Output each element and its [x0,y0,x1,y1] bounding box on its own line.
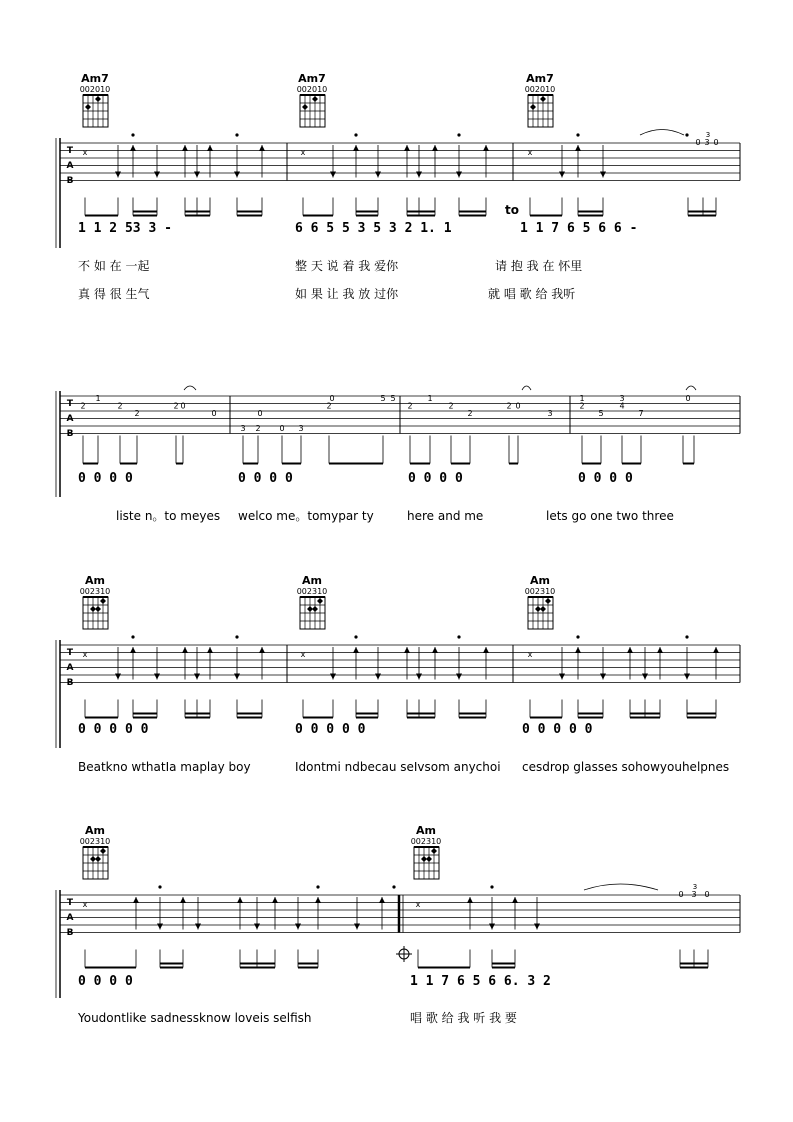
coda-marker: to [505,203,519,217]
strum-arrow-icon [353,647,359,653]
chord-finger-dot [307,606,313,612]
chord-fingering: 002310 [79,587,111,596]
tab-clef-t: T [66,398,74,409]
tab-clef-b: B [66,677,74,688]
fret-number: 3 [298,424,304,433]
fret-number: 2 [173,401,179,411]
lyric-line: cesdrop glasses sohowyouhelpnes [522,760,730,774]
accent-dot [235,133,238,136]
lyric-line: Beatkno wthatIa maplay boy [78,760,251,774]
strum-arrow-icon [182,647,188,653]
strum-arrow-icon [130,647,136,653]
numbered-notation: 0 0 0 0 0 [295,722,366,737]
chord-name: Am [85,824,105,837]
fret-number: 0 [211,409,217,418]
strum-arrow-icon [416,674,422,680]
strum-arrow-icon [207,145,213,151]
numbered-notation: 0 0 0 0 0 [522,722,593,737]
fret-number: 1 [95,394,101,403]
strum-arrow-icon [379,897,385,903]
fret-number: 2 [579,401,585,411]
numbered-notation: 0 0 0 0 [408,471,463,486]
tab-clef-b: B [66,175,74,186]
fret-number: 1 [427,394,433,403]
fret-number: 0 [180,401,186,411]
fret-number: 3 [691,890,697,899]
strum-arrow-icon [600,674,606,680]
accent-dot [131,635,134,638]
lyric-line: 就 唱 歌 给 我听 [488,287,576,301]
fret-number: 2 [134,409,140,418]
chord-fingering: 002010 [296,85,328,94]
fret-number: 5 [390,394,396,403]
strum-arrow-icon [559,674,565,680]
strum-arrow-icon [642,674,648,680]
fret-number: 0 [685,394,691,403]
fret-number: 3 [547,409,553,418]
fret-number: 2 [467,409,473,418]
strum-arrow-icon [404,647,410,653]
fret-number: 0 [704,890,710,899]
chord-name: Am [530,574,550,587]
tie-arc [584,884,658,890]
strum-arrow-icon [157,924,163,930]
strum-arrow-icon [456,172,462,178]
chord-name: Am7 [298,72,326,85]
chord-fingering: 002310 [524,587,556,596]
accent-dot [457,635,460,638]
strum-arrow-icon [237,897,243,903]
fret-number: 3 [240,424,246,433]
mute-mark: x [82,900,88,909]
chord-finger-dot [312,96,318,102]
accent-dot [158,885,161,888]
strum-arrow-icon [483,647,489,653]
triplet-mark: 3 [705,131,711,139]
chord-finger-dot [85,104,91,110]
accent-dot [354,133,357,136]
tab-clef-a: A [66,662,74,673]
lyric-line: liste n。to meyes [116,509,221,523]
strum-arrow-icon [483,145,489,151]
mute-mark: x [300,650,306,659]
fret-number: 7 [638,409,644,418]
mute-mark: x [527,148,533,157]
chord-fingering: 002010 [524,85,556,94]
accent-dot [490,885,493,888]
chord-fingering: 002310 [79,837,111,846]
strum-arrow-icon [154,674,160,680]
strum-arrow-icon [575,647,581,653]
fret-number: 3 [619,394,625,403]
chord-name: Am [302,574,322,587]
lyric-line: 唱 歌 给 我 听 我 要 [410,1011,517,1025]
strum-arrow-icon [182,145,188,151]
fret-number: 2 [255,424,261,433]
fret-number: 0 [695,138,701,147]
accent-dot [576,635,579,638]
accent-dot [576,133,579,136]
accent-dot [235,635,238,638]
strum-arrow-icon [456,674,462,680]
lyric-line: here and me [407,509,484,523]
fret-number: 0 [257,409,263,418]
tab-clef-t: T [66,647,74,658]
tab-clef-t: T [66,897,74,908]
strum-arrow-icon [330,172,336,178]
numbered-notation: 0 0 0 0 0 [78,722,149,737]
chord-finger-dot [100,848,106,854]
strum-arrow-icon [353,145,359,151]
strum-arrow-icon [512,897,518,903]
strum-arrow-icon [130,145,136,151]
fret-number: 5 [598,409,604,418]
chord-finger-dot [431,848,437,854]
strum-arrow-icon [259,647,265,653]
strum-arrow-icon [115,674,121,680]
strum-arrow-icon [657,647,663,653]
strum-arrow-icon [195,924,201,930]
accent-dot [457,133,460,136]
chord-name: Am [85,574,105,587]
chord-finger-dot [535,606,541,612]
strum-arrow-icon [272,897,278,903]
tie-arc [184,386,196,390]
strum-arrow-icon [467,897,473,903]
strum-arrow-icon [559,172,565,178]
strum-arrow-icon [234,674,240,680]
strum-arrow-icon [315,897,321,903]
chord-finger-dot [100,598,106,604]
strum-arrow-icon [534,924,540,930]
strum-arrow-icon [432,647,438,653]
strum-arrow-icon [713,647,719,653]
strum-arrow-icon [684,674,690,680]
fret-number: 2 [506,401,512,411]
tie-arc [522,386,531,390]
accent-dot [685,133,688,136]
strum-arrow-icon [259,145,265,151]
chord-fingering: 002010 [79,85,111,94]
accent-dot [392,885,395,888]
strum-arrow-icon [194,172,200,178]
lyric-line: 如 果 让 我 放 过你 [295,287,399,301]
strum-arrow-icon [416,172,422,178]
numbered-notation: 0 0 0 0 [238,471,293,486]
lyric-line: Idontmi ndbecau seIvsom anychoi [295,760,501,774]
lyric-line: 整 天 说 着 我 爱你 [295,259,399,273]
strum-arrow-icon [234,172,240,178]
fret-number: 2 [80,401,86,411]
numbered-notation: 0 0 0 0 [78,471,133,486]
chord-finger-dot [302,104,308,110]
strum-arrow-icon [489,924,495,930]
fret-number: 2 [448,401,454,411]
accent-dot [685,635,688,638]
mute-mark: x [300,148,306,157]
strum-arrow-icon [600,172,606,178]
accent-dot [316,885,319,888]
strum-arrow-icon [375,172,381,178]
lyric-line: lets go one two three [546,509,674,523]
triplet-mark: 3 [692,883,698,891]
strum-arrow-icon [627,647,633,653]
mute-mark: x [82,148,88,157]
fret-number: 0 [713,138,719,147]
chord-finger-dot [90,606,96,612]
mute-mark: x [527,650,533,659]
chord-name: Am7 [81,72,109,85]
accent-dot [131,133,134,136]
tab-clef-b: B [66,927,74,938]
fret-number: 0 [329,394,335,403]
lyric-line: Youdontlike sadnessknow loveis selfish [78,1011,312,1025]
chord-finger-dot [317,598,323,604]
chord-finger-dot [540,96,546,102]
tab-clef-a: A [66,160,74,171]
strum-arrow-icon [354,924,360,930]
strum-arrow-icon [133,897,139,903]
mute-mark: x [82,650,88,659]
numbered-notation: 1 1 7 6 5 6 6. 3 2 [410,974,551,989]
strum-arrow-icon [575,145,581,151]
strum-arrow-icon [180,897,186,903]
lyric-line: 请 抱 我 在 怀里 [495,259,583,273]
tab-clef-a: A [66,413,74,424]
strum-arrow-icon [254,924,260,930]
chord-finger-dot [421,856,427,862]
fret-number: 0 [515,401,521,411]
chord-name: Am [416,824,436,837]
fret-number: 4 [619,401,625,411]
chord-name: Am7 [526,72,554,85]
chord-finger-dot [530,104,536,110]
strum-arrow-icon [207,647,213,653]
strum-arrow-icon [194,674,200,680]
fret-number: 5 [380,394,386,403]
tie-arc [640,130,684,136]
numbered-notation: 6 6 5 5 3 5 3 2 1. 1 [295,221,452,236]
chord-finger-dot [90,856,96,862]
tab-clef-a: A [66,912,74,923]
tab-clef-t: T [66,145,74,156]
chord-fingering: 002310 [410,837,442,846]
tie-arc [686,386,696,390]
accent-dot [354,635,357,638]
strum-arrow-icon [115,172,121,178]
fret-number: 0 [678,890,684,899]
tab-clef-b: B [66,428,74,439]
numbered-notation: 1 1 7 6 5 6 6 - [520,221,638,236]
numbered-notation: 1 1 2 53 3 - [78,221,172,236]
strum-arrow-icon [432,145,438,151]
strum-arrow-icon [295,924,301,930]
fret-number: 2 [326,401,332,411]
fret-number: 1 [579,394,585,403]
chord-finger-dot [95,96,101,102]
strum-arrow-icon [330,674,336,680]
lyric-line: 不 如 在 一起 [78,259,150,273]
chord-fingering: 002310 [296,587,328,596]
strum-arrow-icon [375,674,381,680]
chord-finger-dot [545,598,551,604]
lyric-line: 真 得 很 生气 [78,287,150,301]
fret-number: 0 [279,424,285,433]
strum-arrow-icon [154,172,160,178]
lyric-line: welco me。tomypar ty [238,509,374,523]
numbered-notation: 0 0 0 0 [78,974,133,989]
fret-number: 3 [704,138,710,147]
numbered-notation: 0 0 0 0 [578,471,633,486]
strum-arrow-icon [404,145,410,151]
mute-mark: x [415,900,421,909]
fret-number: 2 [407,401,413,411]
fret-number: 2 [117,401,123,411]
